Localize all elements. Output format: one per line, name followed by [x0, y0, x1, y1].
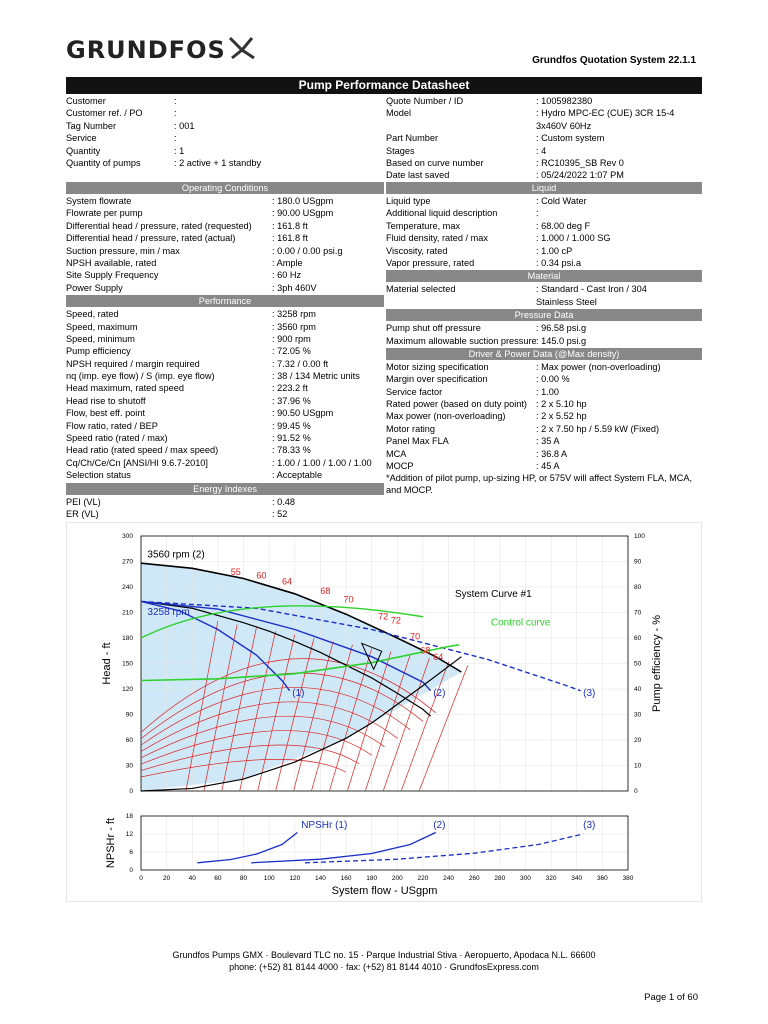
info-value: 3x460V 60Hz: [536, 120, 592, 131]
info-value: : 96.58 psi.g: [536, 323, 587, 334]
info-label: Part Number: [386, 133, 439, 144]
info-value: : 223.2 ft: [272, 383, 308, 394]
info-label: Fluid density, rated / max: [386, 233, 488, 244]
info-label: Based on curve number: [386, 157, 484, 168]
info-label: Viscosity, rated: [386, 245, 448, 256]
x-tick-label: 20: [163, 875, 171, 882]
info-value: : 36.8 A: [536, 448, 568, 459]
info-label: NPSH available, rated: [66, 257, 157, 268]
y-tick-label: 180: [122, 635, 133, 642]
section-performance-header: Performance: [66, 295, 384, 307]
info-label: Customer ref. / PO: [66, 108, 143, 119]
info-value: : 3ph 460V: [272, 282, 317, 293]
info-label: Panel Max FLA: [386, 436, 449, 447]
info-label: Flow ratio, rated / BEP: [66, 420, 158, 431]
section-driver-header: Driver & Power Data (@Max density): [386, 348, 702, 360]
info-value: : 52: [272, 508, 288, 519]
info-row: [66, 370, 384, 382]
y-tick-label: 210: [122, 609, 133, 617]
x-tick-label: 60: [214, 875, 222, 882]
info-row: [66, 432, 384, 444]
info-value: : 1.00: [536, 386, 559, 397]
y2-tick-label: 70: [634, 609, 642, 617]
y-tick-label: 240: [122, 584, 133, 591]
info-label: Differential head / pressure, rated (actual): [66, 233, 236, 244]
y2-tick-label: 100: [634, 533, 645, 540]
npsh-y-axis-label: NPSHr - ft: [105, 817, 117, 869]
driver-note: *Addition of pilot pump, up-sizing HP, or 575V will affect System FLA, MCA, and MOCP.: [386, 473, 693, 496]
info-row: [386, 169, 702, 181]
info-label: MOCP: [386, 461, 414, 472]
info-value: : 001: [174, 120, 195, 131]
info-label: Service: [66, 133, 97, 144]
info-value: : 3258 rpm: [272, 309, 316, 320]
info-row: [386, 460, 702, 472]
info-label: Flow, best eff. point: [66, 408, 145, 419]
y-tick-label: 120: [122, 686, 133, 693]
info-value: : Standard - Cast Iron / 304: [536, 284, 647, 295]
info-value: : Hydro MPC-EC (CUE) 3CR 15-4: [536, 108, 675, 119]
info-label: Material selected: [386, 284, 456, 295]
info-value: : 90.00 USgpm: [272, 208, 334, 219]
info-row: [66, 333, 384, 345]
info-row: [66, 145, 384, 157]
efficiency-label: 72: [378, 611, 389, 622]
info-value: : 161.8 ft: [272, 220, 308, 231]
y-tick-label: 90: [125, 711, 133, 719]
x-tick-label: 140: [314, 875, 326, 882]
info-value: :: [174, 108, 177, 119]
info-label: Site Supply Frequency: [66, 270, 159, 281]
info-row: [66, 257, 384, 269]
info-value: : 2 active + 1 standby: [174, 157, 262, 168]
section-pressure-header: Pressure Data: [386, 309, 702, 321]
info-value: : 60 Hz: [272, 270, 302, 281]
grundfos-x-icon: [228, 36, 256, 60]
rated-speed-label: 3258 rpm: [147, 607, 190, 619]
footer-address: Grundfos Pumps GMX · Boulevard TLC no. 15 · Parque Industrial Stiva · Aeropuerto, Apodaca N.L. 66600: [172, 950, 596, 960]
info-row: [386, 322, 702, 334]
info-row: [66, 420, 384, 432]
info-row: [386, 398, 702, 410]
info-value: : Custom system: [536, 133, 605, 144]
x-tick-label: 360: [596, 875, 608, 882]
y-tick-label: 300: [122, 533, 133, 540]
info-label: System flowrate: [66, 196, 132, 206]
info-value: : 45 A: [536, 461, 560, 472]
performance-chart: [66, 522, 702, 902]
efficiency-label: 70: [343, 594, 354, 605]
info-value: Stainless Steel: [536, 296, 597, 307]
info-label: Temperature, max: [386, 220, 461, 231]
info-label: Quantity of pumps: [66, 157, 141, 168]
efficiency-label: 68: [420, 645, 431, 656]
info-value: :: [536, 208, 539, 219]
y2-tick-label: 0: [634, 788, 638, 795]
info-row: [386, 157, 702, 169]
info-row: [386, 448, 702, 460]
info-label: Date last saved: [386, 170, 450, 181]
info-row: [66, 508, 384, 520]
info-value: : 72.05 %: [272, 346, 311, 357]
info-value: : 145.0 psi.g: [536, 335, 587, 346]
info-label: Differential head / pressure, rated (requested): [66, 220, 252, 231]
x-tick-label: 260: [468, 875, 480, 882]
x-tick-label: 280: [494, 875, 506, 882]
info-value: :: [174, 133, 177, 144]
info-row: [66, 496, 384, 508]
x-tick-label: 320: [545, 875, 557, 882]
info-label: Head ratio (rated speed / max speed): [66, 445, 219, 456]
y2-tick-label: 80: [634, 584, 642, 591]
y2-tick-label: 50: [634, 660, 642, 668]
info-row: [386, 145, 702, 157]
section-operating-header: Operating Conditions: [66, 182, 384, 194]
info-row: [386, 410, 702, 422]
x-tick-label: 160: [340, 875, 352, 882]
info-row: [66, 120, 384, 132]
info-label: Speed, rated: [66, 309, 119, 320]
npsh-tick-label: 18: [125, 813, 133, 820]
info-label: PEI (VL): [66, 496, 101, 507]
info-label: Flowrate per pump: [66, 208, 143, 219]
info-value: : 2 x 7.50 hp / 5.59 kW (Fixed): [536, 423, 660, 434]
grundfos-logo: GRUNDFOS: [66, 36, 226, 64]
info-value: : 38 / 134 Metric units: [272, 371, 360, 382]
info-value: : 2 x 5.52 hp: [536, 411, 587, 422]
info-row: [66, 232, 384, 244]
info-label: Service factor: [386, 386, 443, 397]
info-label: Suction pressure, min / max: [66, 245, 180, 256]
y-tick-label: 60: [125, 737, 133, 744]
info-row: [386, 207, 702, 219]
x-tick-label: 240: [443, 875, 455, 882]
info-row: [66, 132, 384, 144]
npsh-label: NPSHr (1): [301, 820, 348, 831]
y-tick-label: 0: [129, 788, 133, 795]
npsh-tick-label: 12: [125, 831, 133, 838]
info-row: [66, 157, 384, 169]
y2-tick-label: 20: [634, 737, 642, 744]
x-tick-label: 380: [622, 875, 634, 882]
section-material-header: Material: [386, 270, 702, 282]
footer-contact: phone: (+52) 81 8144 4000 · fax: (+52) 81 8144 4010 · GrundfosExpress.com: [229, 962, 539, 972]
info-label: Tag Number: [66, 120, 117, 131]
info-label: Cq/Ch/Ce/Cn [ANSI/HI 9.6.7-2010]: [66, 457, 208, 468]
info-row: [66, 407, 384, 419]
x-tick-label: 80: [239, 875, 248, 882]
efficiency-label: 55: [230, 567, 241, 578]
info-row: [386, 95, 702, 107]
info-label: Motor sizing specification: [386, 361, 489, 372]
info-label: Vapor pressure, rated: [386, 257, 475, 268]
info-row: [66, 245, 384, 257]
left-column: [66, 181, 384, 520]
info-row: [386, 361, 702, 373]
info-value: : 90.50 USgpm: [272, 408, 334, 419]
info-label: ER (VL): [66, 508, 99, 519]
info-value: : 1.000 / 1.000 SG: [536, 233, 611, 244]
info-value: : 1.00 / 1.00 / 1.00 / 1.00: [272, 457, 372, 468]
info-label: MCA: [386, 448, 407, 459]
info-row: [386, 120, 702, 132]
info-value: : 99.45 %: [272, 420, 311, 431]
info-label: Margin over specification: [386, 374, 488, 385]
system-curve-label: System Curve #1: [454, 589, 532, 601]
info-value: : 0.00 / 0.00 psi.g: [272, 245, 343, 256]
info-row: [66, 282, 384, 294]
page-title: Pump Performance Datasheet: [66, 77, 702, 94]
info-value: : 0.48: [272, 496, 295, 507]
info-value: : 37.96 %: [272, 395, 311, 406]
info-label: NPSH required / margin required: [66, 358, 200, 369]
info-label: Motor rating: [386, 423, 436, 434]
y-axis-label: Head - ft: [101, 642, 113, 685]
info-row: [66, 220, 384, 232]
max-speed-label: 3560 rpm (2): [147, 549, 205, 561]
info-row: [66, 269, 384, 281]
info-row: [66, 469, 384, 481]
x-axis-label: System flow - USgpm: [331, 885, 438, 897]
info-value: : 68.00 deg F: [536, 220, 591, 231]
info-value: : 0.00 %: [536, 374, 570, 385]
info-label: Selection status: [66, 470, 131, 481]
top-right-info: [386, 95, 702, 182]
y2-tick-label: 90: [634, 558, 642, 566]
info-value: : 7.32 / 0.00 ft: [272, 358, 329, 369]
info-value: : RC10395_SB Rev 0: [536, 157, 624, 168]
info-label: nq (imp. eye flow) / S (imp. eye flow): [66, 371, 215, 382]
info-value: : 4: [536, 145, 547, 156]
info-row: [386, 386, 702, 398]
info-label: Rated power (based on duty point): [386, 399, 527, 410]
info-value: : Max power (non-overloading): [536, 361, 661, 372]
x-tick-label: 40: [188, 875, 196, 882]
top-left-info: [66, 95, 384, 169]
info-label: Maximum allowable suction pressure: [386, 335, 537, 346]
info-row: [386, 195, 702, 207]
info-label: Head rise to shutoff: [66, 395, 146, 406]
y-tick-label: 150: [122, 660, 133, 668]
section-energy-header: Energy Indexes: [66, 483, 384, 495]
curve-1-label: (1): [292, 687, 305, 699]
x-tick-label: 180: [366, 875, 378, 882]
curve-3-label: (3): [583, 687, 596, 699]
y2-tick-label: 60: [634, 635, 642, 642]
info-value: : Ample: [272, 257, 303, 268]
info-label: Additional liquid description: [386, 208, 498, 219]
info-label: Head maximum, rated speed: [66, 383, 184, 394]
info-label: Quote Number / ID: [386, 96, 464, 106]
right-column: [386, 181, 702, 496]
info-value: :: [174, 96, 177, 106]
info-label: Power Supply: [66, 282, 123, 293]
y2-tick-label: 10: [634, 762, 642, 770]
info-value: : Cold Water: [536, 196, 587, 206]
efficiency-label: 64: [281, 576, 292, 587]
info-row: [66, 195, 384, 207]
info-row: [386, 220, 702, 232]
info-row: [386, 335, 702, 347]
info-value: : 900 rpm: [272, 333, 311, 344]
info-label: Quantity: [66, 145, 101, 156]
info-value: : 2 x 5.10 hp: [536, 399, 587, 410]
efficiency-label: 68: [320, 585, 331, 596]
info-row: [66, 207, 384, 219]
y2-tick-label: 40: [634, 686, 642, 693]
system-name: Grundfos Quotation System 22.1.1: [532, 55, 696, 66]
x-tick-label: 340: [571, 875, 583, 882]
info-row: [386, 296, 702, 308]
info-value: : 05/24/2022 1:07 PM: [536, 170, 624, 181]
npsh-tick-label: 6: [129, 849, 133, 856]
info-row: [386, 107, 702, 119]
efficiency-label: 70: [410, 631, 421, 642]
info-value: : Acceptable: [272, 470, 323, 481]
info-row: [66, 457, 384, 469]
y2-axis-label: Pump efficiency - %: [651, 614, 663, 713]
info-label: Customer: [66, 96, 106, 106]
info-label: Speed, minimum: [66, 333, 135, 344]
x-tick-label: 300: [520, 875, 531, 882]
info-value: : 91.52 %: [272, 433, 311, 444]
info-row: [66, 395, 384, 407]
info-value: : 161.8 ft: [272, 233, 308, 244]
info-row: [386, 232, 702, 244]
info-row: [386, 132, 702, 144]
info-row: [66, 382, 384, 394]
page-number: Page 1 of 60: [644, 992, 698, 1003]
x-tick-label: 120: [289, 875, 301, 882]
section-liquid-header: Liquid: [386, 182, 702, 194]
info-row: [66, 321, 384, 333]
info-row: [66, 95, 384, 107]
info-value: : 35 A: [536, 436, 560, 447]
info-row: [386, 245, 702, 257]
info-row: [386, 423, 702, 435]
info-value: : 3560 rpm: [272, 321, 316, 332]
info-label: Speed, maximum: [66, 321, 138, 332]
info-row: [386, 257, 702, 269]
x-tick-label: 0: [139, 875, 143, 882]
info-label: Liquid type: [386, 196, 431, 206]
info-label: Max power (non-overloading): [386, 411, 506, 422]
info-value: : 0.34 psi.a: [536, 257, 581, 268]
x-tick-label: 220: [417, 875, 429, 882]
efficiency-label: 64: [433, 652, 444, 663]
info-label: Pump shut off pressure: [386, 323, 481, 334]
info-row: [66, 444, 384, 456]
info-label: Model: [386, 108, 412, 119]
npsh-curve-2-label: (2): [433, 820, 446, 831]
x-tick-label: 200: [391, 875, 403, 882]
efficiency-label: 72: [390, 615, 401, 626]
control-curve-label: Control curve: [490, 617, 551, 629]
y-tick-label: 30: [125, 762, 133, 770]
info-row: [66, 107, 384, 119]
info-row: [66, 358, 384, 370]
info-row: [386, 373, 702, 385]
efficiency-label: 60: [256, 570, 267, 581]
npsh-curve-3-label: (3): [583, 820, 596, 831]
info-label: Pump efficiency: [66, 346, 131, 357]
info-value: : 1: [174, 145, 185, 156]
info-row: [386, 283, 702, 295]
x-tick-label: 100: [263, 875, 275, 882]
info-row: [66, 308, 384, 320]
npsh-tick-label: 0: [129, 867, 133, 874]
info-row: [386, 435, 702, 447]
y-tick-label: 270: [122, 558, 133, 566]
info-value: : 1.00 cP: [536, 245, 573, 256]
curve-2-label: (2): [433, 687, 446, 699]
info-value: : 78.33 %: [272, 445, 311, 456]
info-value: : 1005982380: [536, 96, 593, 106]
info-label: Speed ratio (rated / max): [66, 433, 168, 444]
info-value: : 180.0 USgpm: [272, 196, 334, 206]
y2-tick-label: 30: [634, 711, 642, 719]
info-label: Stages: [386, 145, 415, 156]
info-row: [66, 345, 384, 357]
